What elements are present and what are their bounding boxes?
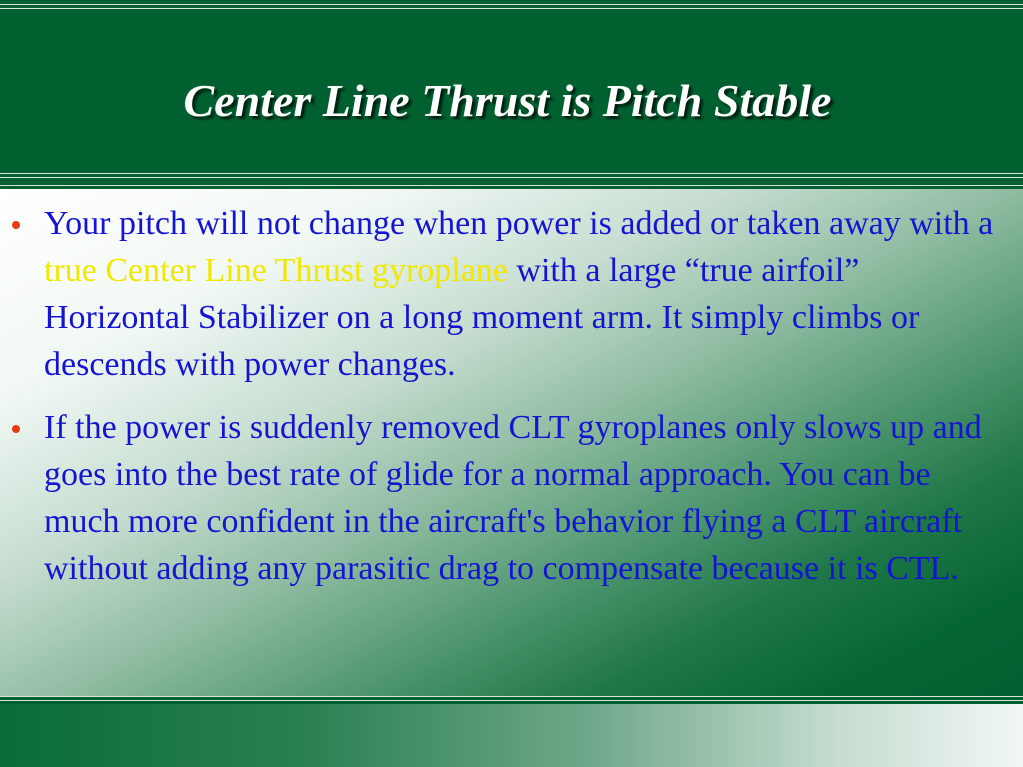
slide-title: Center Line Thrust is Pitch Stable: [183, 75, 832, 126]
footer-band: [0, 704, 1023, 767]
top-divider-line-inner: [0, 8, 1023, 9]
title-divider-line: [0, 173, 1023, 174]
bullet-dot-icon: [12, 221, 20, 229]
bullet-1-text-start: Your pitch will not change when power is added or taken away with a: [44, 205, 994, 242]
top-divider-line: [0, 4, 1023, 5]
bullet-item-power-removed: [0, 404, 1023, 592]
footer-divider-line: [0, 696, 1023, 697]
bullet-1-text-end: with a large “true airfoil” Horizontal Stabilizer on a long moment arm. It simply climbs or descends with power changes.: [44, 252, 920, 383]
bullet-2-text: If the power is suddenly removed CLT gyroplanes only slows up and goes into the best rate of glide for a normal approach. You can be much more confident in the aircraft's behavior flying a CLT aircraft without adding any parasitic drag to compensate because it is CTL.: [44, 409, 982, 587]
bullet-1-highlight: true Center Line Thrust gyroplane: [44, 252, 508, 289]
title-divider-line-lower: [0, 185, 1023, 186]
bullet-list: [0, 200, 1023, 592]
footer-divider-line-inner: [0, 700, 1023, 701]
title-divider-line-inner: [0, 177, 1023, 178]
bullet-item-center-line-thrust: [0, 200, 1023, 388]
bullet-dot-icon: [12, 425, 20, 433]
